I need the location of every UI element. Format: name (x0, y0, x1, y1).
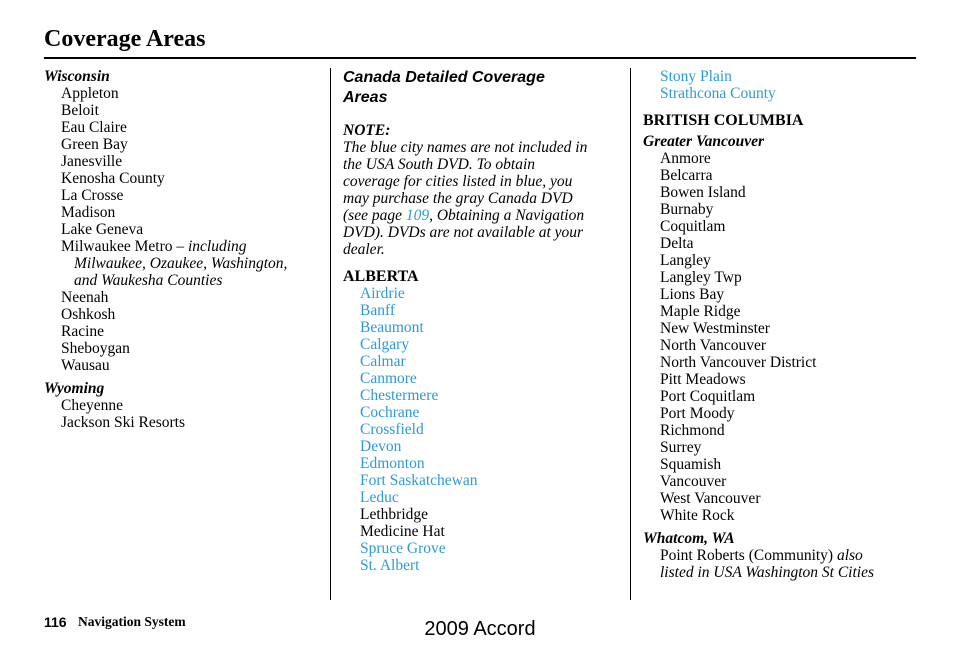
list-item: Anmore (660, 150, 711, 167)
list-item: St. Albert (360, 557, 420, 574)
list-item: Spruce Grove (360, 540, 446, 557)
list-item: North Vancouver (660, 337, 767, 354)
list-item: Banff (360, 302, 396, 319)
list-item: Port Coquitlam (660, 388, 756, 405)
region-greater-vancouver: Greater Vancouver (643, 133, 764, 150)
list-item: Janesville (61, 153, 123, 170)
list-item: Jackson Ski Resorts (61, 414, 185, 431)
list-item: Crossfield (360, 421, 424, 438)
list-item: West Vancouver (660, 490, 761, 507)
list-item: Racine (61, 323, 105, 340)
list-item: Kenosha County (61, 170, 165, 187)
point-roberts-note-line: listed in USA Washington St Cities (660, 564, 875, 581)
list-item: Medicine Hat (360, 523, 445, 540)
page-title: Coverage Areas (44, 26, 206, 52)
column-divider (630, 68, 631, 600)
list-item: Richmond (660, 422, 725, 439)
note-fragment: (see page (343, 207, 406, 224)
note-line: may purchase the gray Canada DVD (343, 190, 573, 207)
wisconsin-list (44, 85, 324, 374)
list-item: Squamish (660, 456, 722, 473)
note-fragment: , Obtaining a Navigation (429, 207, 585, 224)
milwaukee-note-line: Milwaukee, Ozaukee, Washington, (74, 255, 288, 272)
whatcom-list (643, 547, 923, 581)
region-wyoming: Wyoming (44, 380, 105, 397)
page-number: 116 (44, 614, 67, 630)
column-canada-cont (643, 68, 923, 581)
alberta-list-cont (643, 68, 923, 102)
list-item: Appleton (61, 85, 119, 102)
note-line (343, 207, 623, 224)
section-heading: Canada Detailed Coverage (343, 69, 545, 86)
list-item: Beloit (61, 102, 99, 119)
watermark: 2009 Accord (424, 618, 536, 640)
point-roberts-note: also (836, 547, 863, 564)
list-item: Devon (360, 438, 402, 455)
region-whatcom: Whatcom, WA (643, 530, 735, 547)
alberta-list (343, 285, 623, 574)
list-item: Chestermere (360, 387, 439, 404)
list-item: Burnaby (660, 201, 714, 218)
section-heading-cont: Areas (343, 89, 388, 106)
list-item: Stony Plain (660, 68, 732, 85)
column-canada (343, 68, 623, 574)
list-item: Green Bay (61, 136, 128, 153)
list-item: Fort Saskatchewan (360, 472, 478, 489)
list-item: Strathcona County (660, 85, 776, 102)
footer-title: Navigation System (78, 614, 186, 629)
list-item-point-roberts (643, 547, 923, 564)
list-item: Langley Twp (660, 269, 742, 286)
note-line: dealer. (343, 241, 385, 258)
list-item: Eau Claire (61, 119, 127, 136)
list-item: Bowen Island (660, 184, 746, 201)
point-roberts-name: Point Roberts (Community) (660, 547, 837, 564)
list-item: Langley (660, 252, 711, 269)
milwaukee-note-line: and Waukesha Counties (74, 272, 223, 289)
list-item: Edmonton (360, 455, 425, 472)
list-item: Port Moody (660, 405, 735, 422)
list-item: Maple Ridge (660, 303, 741, 320)
list-item: Belcarra (660, 167, 713, 184)
list-item: Cheyenne (61, 397, 123, 414)
note-line: DVD). DVDs are not available at your (343, 224, 584, 241)
list-item: Oshkosh (61, 306, 116, 323)
page-link[interactable]: 109 (405, 207, 430, 224)
column-divider (330, 68, 331, 600)
list-item: Neenah (61, 289, 109, 306)
list-item: Calgary (360, 336, 410, 353)
note-label: NOTE: (343, 122, 391, 139)
note-line: the USA South DVD. To obtain (343, 156, 536, 173)
list-item: Surrey (660, 439, 702, 456)
bc-list (643, 150, 923, 524)
milwaukee-note: including (187, 238, 247, 255)
list-item: Lake Geneva (61, 221, 144, 238)
list-item: Wausau (61, 357, 110, 374)
list-item: Leduc (360, 489, 399, 506)
list-item: Vancouver (660, 473, 727, 490)
region-wisconsin: Wisconsin (44, 68, 110, 85)
list-item-milwaukee (44, 238, 324, 255)
list-item: Delta (660, 235, 694, 252)
list-item: Sheboygan (61, 340, 130, 357)
list-item: New Westminster (660, 320, 770, 337)
column-us (44, 68, 324, 431)
note-line: coverage for cities listed in blue, you (343, 173, 573, 190)
list-item: Calmar (360, 353, 406, 370)
milwaukee-name: Milwaukee Metro – (61, 238, 188, 255)
list-item: Beaumont (360, 319, 424, 336)
province-british-columbia: BRITISH COLUMBIA (643, 112, 804, 129)
list-item: La Crosse (61, 187, 124, 204)
list-item: Canmore (360, 370, 417, 387)
list-item: Airdrie (360, 285, 405, 302)
note-line: The blue city names are not included in (343, 139, 588, 156)
list-item: Coquitlam (660, 218, 726, 235)
note-text (343, 139, 623, 258)
list-item: Madison (61, 204, 116, 221)
list-item: Pitt Meadows (660, 371, 746, 388)
wyoming-list (44, 397, 324, 431)
title-rule (44, 57, 916, 59)
list-item: North Vancouver District (660, 354, 817, 371)
list-item: White Rock (660, 507, 735, 524)
list-item: Lethbridge (360, 506, 429, 523)
list-item: Cochrane (360, 404, 420, 421)
list-item: Lions Bay (660, 286, 725, 303)
province-alberta: ALBERTA (343, 268, 419, 285)
